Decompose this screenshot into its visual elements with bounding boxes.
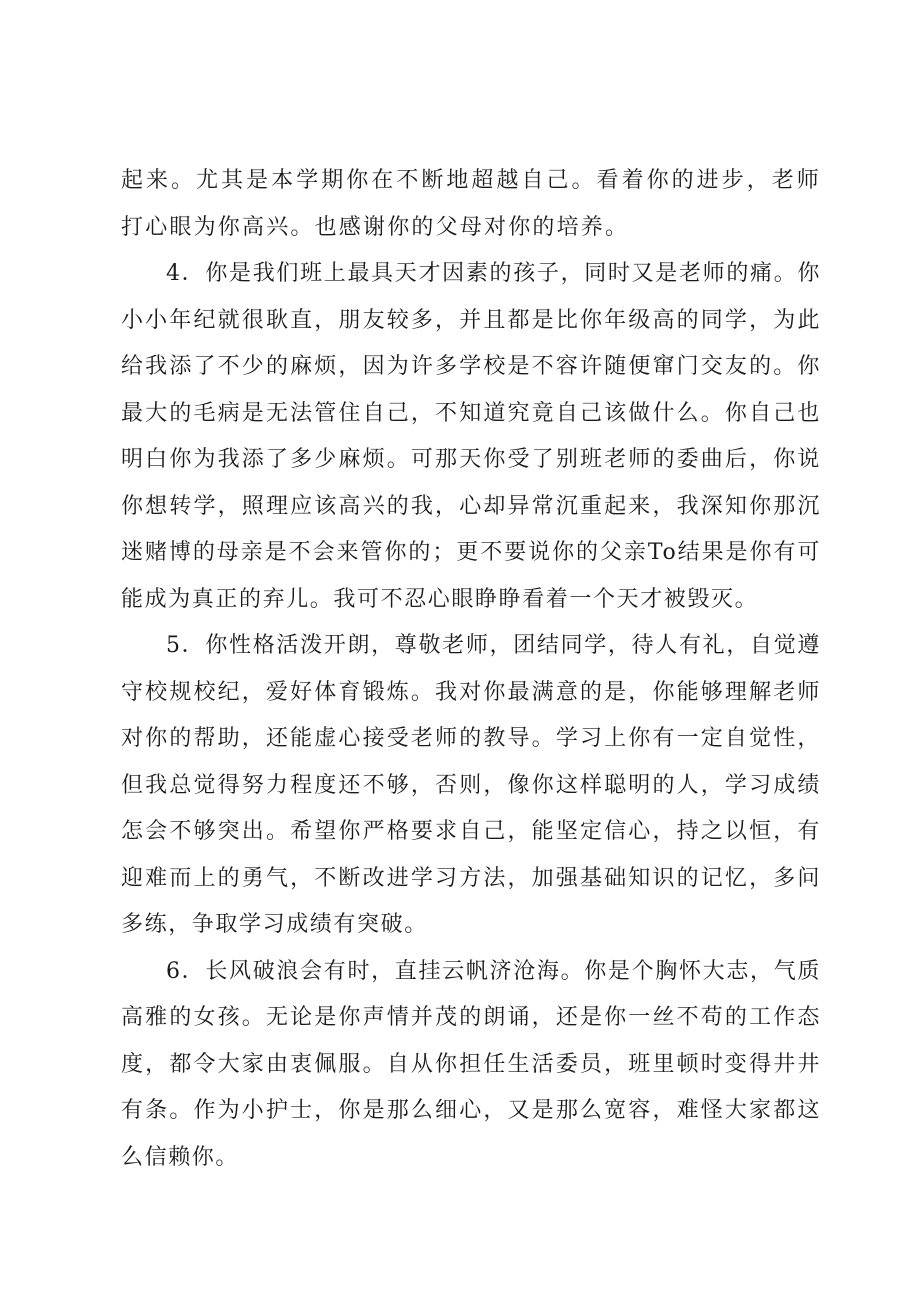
body-text bbox=[121, 158, 821, 1181]
paragraph-item-6: 6．长风破浪会有时，直挂云帆济沧海。你是个胸怀大志，气质高雅的女孩。无论是你声情并茂的朗诵，还是你一丝不苟的工作态度，都令大家由衷佩服。自从你担任生活委员，班里顿时变得井井有条。作为小护士，你是那么细心，又是那么宽容，难怪大家都这么信赖你。 bbox=[121, 958, 821, 1170]
paragraph-item-4: 4．你是我们班上最具天才因素的孩子，同时又是老师的痛。你小小年纪就很耿直，朋友较多，并且都是比你年级高的同学，为此给我添了不少的麻烦，因为许多学校是不容许随便窜门交友的。你最大的毛病是无法管住自己，不知道究竟自己该做什么。你自己也明白你为我添了多少麻烦。可那天你受了别班老师的委曲后，你说你想转学，照理应该高兴的我，心却异常沉重起来，我深知你那沉迷赌博的母亲是不会来管你的；更不要说你的父亲To结果是你有可能成为真正的弃儿。我可不忍心眼睁睁看着一个天才被毁灭。 bbox=[121, 261, 821, 612]
paragraph-continuation: 起来。尤其是本学期你在不断地超越自己。看着你的进步，老师打心眼为你高兴。也感谢你的父母对你的培养。 bbox=[121, 168, 821, 240]
paragraph-item-5: 5．你性格活泼开朗，尊敬老师，团结同学，待人有礼，自觉遵守校规校纪，爱好体育锻炼。我对你最满意的是，你能够理解老师对你的帮助，还能虚心接受老师的教导。学习上你有一定自觉性，但我总觉得努力程度还不够，否则，像你这样聪明的人，学习成绩怎会不够突出。希望你严格要求自己，能坚定信心，持之以恒，有迎难而上的勇气，不断改进学习方法，加强基础知识的记忆，多问多练，争取学习成绩有突破。 bbox=[121, 633, 821, 937]
